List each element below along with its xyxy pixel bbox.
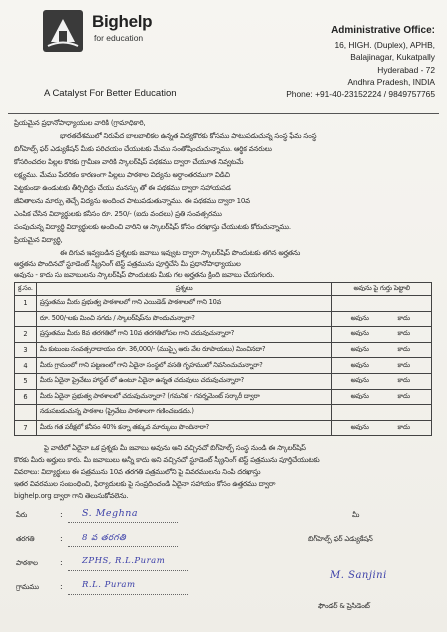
answer-no[interactable]: కాదు bbox=[397, 345, 410, 354]
table-row bbox=[15, 311, 432, 327]
name-underline bbox=[68, 522, 178, 523]
row-question: మీ కుటుంబ సంవత్సరాదాయం రూ. 36,000/- (ముప్పై ఆరు వేల రూపాయలు) మించినదా? bbox=[36, 342, 332, 358]
closing-line: పై వాటిలో ఏదైనా ఒక ప్రశ్నకు మీ జవాబు అవును అని వచ్చినచో బిగ్‌హెల్ప్ సంస్థ నుండి ఈ స్కాలర్‌షిప్ bbox=[44, 444, 306, 452]
school-underline bbox=[68, 570, 188, 571]
answer-no[interactable]: కాదు bbox=[397, 313, 410, 322]
row-question: మీరు ఏదైనా ప్రైవేటు హాస్టల్ లో ఉంటూ ఏదైనా ఉన్నత చదువులు చదువుచున్నారా? bbox=[36, 373, 332, 389]
signatory-title: ఫౌండర్ & ప్రెసిడెంట్ bbox=[318, 602, 370, 610]
row-number: 6 bbox=[15, 389, 37, 405]
class-value[interactable]: 8 వ తరగతి bbox=[82, 533, 127, 543]
village-colon: : bbox=[60, 582, 63, 591]
name-label: పేరు bbox=[16, 511, 28, 519]
answer-no[interactable]: కాదు bbox=[397, 391, 410, 400]
class-colon: : bbox=[60, 534, 63, 543]
row-number: 5 bbox=[15, 373, 37, 389]
row-question: మీరు ఏదైనా ప్రభుత్వ పాఠశాలలో చదువుచున్నారా? (గమనిక - గవర్నమెంట్ సర్కారీ ద్వారా bbox=[36, 389, 332, 405]
table-row bbox=[15, 296, 432, 312]
letter-line: జీవితాలను మార్పు తెచ్చే విద్యను అందించ పాటుపడుతున్నాము. ఈ పథకము ద్వారా 10వ bbox=[14, 197, 250, 205]
closing-line: కొరకు మీరు అర్హులు కారు. మీ జవాబులు అన్నీ కాదు అని వచ్చినచో స్టూడెంట్ స్క్రీనింగ్ టెస్ట్ పత్రమును పూర్తిచేయుటకు bbox=[14, 456, 320, 464]
letter-line: లక్ష్యము. మేము పేదరికం కారణంగా పిల్లలు పాఠశాల విద్యను అర్థాంతరముగా విడిచి bbox=[14, 171, 230, 179]
table-header-row bbox=[15, 283, 432, 296]
header-divider bbox=[8, 113, 439, 114]
table-row bbox=[15, 420, 432, 436]
answer-yes[interactable]: అవును bbox=[350, 391, 369, 400]
header-answer: అవును పై గుర్తు పెట్టాలి bbox=[332, 283, 432, 296]
class-label: తరగతి bbox=[16, 535, 35, 543]
village-underline bbox=[68, 594, 188, 595]
tagline: A Catalyst For Better Education bbox=[44, 88, 177, 99]
office-title: Administrative Office: bbox=[331, 25, 435, 36]
village-label: గ్రామము bbox=[16, 583, 39, 591]
row-number bbox=[15, 405, 37, 421]
name-value[interactable]: S. Meghna bbox=[82, 508, 139, 519]
organisation-name: బిగ్‌హెల్ప్ ఫర్ ఎడ్యుకేషన్ bbox=[308, 535, 373, 543]
signature: M. Sanjini bbox=[330, 570, 387, 581]
office-address bbox=[235, 25, 435, 100]
row-number: 1 bbox=[15, 296, 37, 312]
closing-line: ఇతర వివరముల సంబంధించి, ఫిర్యాదులకు పై సంప్రదించండి ఏదైనా సహాయం కోసం ఉత్తరము ద్వారా bbox=[14, 480, 276, 488]
table-row bbox=[15, 405, 432, 421]
answer-no[interactable]: కాదు bbox=[397, 329, 410, 338]
closing-salutation: మీ bbox=[352, 511, 360, 519]
letter-line: కోసరించదల పిల్లల కొరకు గ్రామీణ వారికి స్కాలర్‌షిప్ పథకము ద్వారా చేయూత నివ్వటమే bbox=[14, 158, 244, 166]
row-question: ప్రస్తుతము మీరు ప్రభుత్వ పాఠశాలలో గాని ఎయిడెడ్ పాఠశాలలో గాని 10వ bbox=[36, 296, 332, 312]
instruction-line: అవును - కాదు సు జవాబులను స్కాలర్‌షిప్ పొందుటకు మీకు గల అర్హతను క్రింది జవాబు చేయగలరు. bbox=[14, 271, 275, 279]
instruction-line: ఈ దిగువ ఇవ్వబడిన ప్రశ్నలకు జవాబు ఇవ్వుట ద్వారా స్కాలర్‌షిప్ పొందుటకు తగిన అర్హతను bbox=[60, 249, 301, 257]
office-line: Andhra Pradesh, INDIA bbox=[347, 76, 435, 87]
letter-greeting: ప్రియమైన ప్రధానోపాధ్యాయుల వారికి (గ్రామాధికారి, bbox=[14, 119, 146, 127]
table-row bbox=[15, 389, 432, 405]
answer-no[interactable]: కాదు bbox=[397, 423, 410, 432]
row-number: 3 bbox=[15, 342, 37, 358]
row-number: 2 bbox=[15, 327, 37, 343]
row-question: ప్రస్తుతము మీరు 8వ తరగతిలో గాని 10వ తరగతిలోపల గాని చదువుచున్నారా? bbox=[36, 327, 332, 343]
letter-line: బిగ్‌హెల్ప్ ఫర్ ఎడ్యుకేషన్ మీకు పరిచయం చేయుటకు మేము సంతోషించుచున్నాము. ఆర్థిక వనరులు bbox=[14, 145, 272, 153]
row-question: మీరు గ్రామంలో గాని పట్టణంలో గాని ఏదైనా సంస్థలో వసతి గృహములో నివసించుచున్నారా? bbox=[36, 358, 332, 374]
row-question: రూ. 500/-లకు మించి నగదు / స్కాలర్‌షిప్‌ను పొందుచున్నారా? bbox=[36, 311, 332, 327]
answer-yes[interactable]: అవును bbox=[350, 423, 369, 432]
school-label: పాఠశాల bbox=[16, 559, 38, 567]
answer-no[interactable]: కాదు bbox=[397, 376, 410, 385]
table-row bbox=[15, 342, 432, 358]
header-serial: క్ర.సం. bbox=[15, 283, 37, 296]
letter-line: ఎంపిక చేసిన విద్యార్థులకు కనీసం రూ. 250/- (ఐదు వందలు) ప్రతి సంవత్సరము bbox=[14, 210, 222, 218]
row-number: 4 bbox=[15, 358, 37, 374]
screening-questions-table bbox=[14, 282, 432, 436]
school-value[interactable]: ZPHS, R.L.Puram bbox=[82, 556, 166, 566]
answer-yes[interactable]: అవును bbox=[350, 313, 369, 322]
office-phone: Phone: +91-40-23152224 / 9849757765 bbox=[286, 89, 435, 100]
row-question: నడుపబడుచున్న పాఠశాల (ప్రైవేటు పాఠశాలగా గణించబడదు.) bbox=[36, 405, 332, 421]
row-question: మీరు గత పరీక్షలో కనీసం 40% కన్నా తక్కువ మార్కులు పొందినారా? bbox=[36, 420, 332, 436]
brand-subtitle: for education bbox=[94, 33, 144, 43]
bighelp-logo-icon bbox=[42, 9, 84, 53]
brand-name: Bighelp bbox=[92, 12, 153, 31]
answer-yes[interactable]: అవును bbox=[350, 360, 369, 369]
row-number: 7 bbox=[15, 420, 37, 436]
school-colon: : bbox=[60, 558, 63, 567]
table-row bbox=[15, 358, 432, 374]
letter-line: భారతదేశములో నిరుపేద బాలబాలికల ఉన్నత విద్యకొరకు కోసము పాటుపడుచున్న సంస్థ ఫేమ సంస్థ bbox=[60, 132, 317, 140]
table-row bbox=[15, 373, 432, 389]
dear-student: ప్రియమైన విద్యార్థి, bbox=[14, 236, 63, 244]
letter-line: పంపుచున్న విద్యార్థి విద్యార్థులకు అందించి వారిని ఆ స్కాలర్‌షిప్ కోసం దరఖాస్తు చేయుటకు కోరుచున్నాము. bbox=[14, 223, 291, 231]
answer-yes[interactable]: అవును bbox=[350, 329, 369, 338]
answer-yes[interactable]: అవును bbox=[350, 376, 369, 385]
closing-line: వివరాలు: విద్యార్థులు ఈ పత్రమును 10వ తరగతి పత్రములోని పై వివరములను నింపి దరఖాస్తు bbox=[14, 468, 261, 476]
table-row bbox=[15, 327, 432, 343]
class-underline bbox=[68, 546, 178, 547]
header-questions: ప్రశ్నలు bbox=[36, 283, 332, 296]
answer-yes[interactable]: అవును bbox=[350, 345, 369, 354]
instruction-line: అర్హతను పొందినచో స్టూడెంట్ స్క్రీనింగ్ టెస్ట్ పత్రమును పూర్తిచేసి మీ ప్రధానోపాధ్యాయుల bbox=[14, 260, 241, 268]
closing-line: bighelp.org ద్వారా గాని తెలుసుకోవలెను. bbox=[14, 492, 129, 500]
village-value[interactable]: R.L. Puram bbox=[82, 580, 136, 590]
row-number bbox=[15, 311, 37, 327]
office-line: Hyderabad - 72 bbox=[377, 64, 435, 75]
name-colon: : bbox=[60, 510, 63, 519]
letter-line: పెట్టకుండా ఉండుటకు తీర్చిదిద్దు చేయు మనస్సు తో ఈ పథకము ద్వారా సహాయపడ bbox=[14, 184, 231, 192]
answer-no[interactable]: కాదు bbox=[397, 360, 410, 369]
office-line: 16, HIGH. (Duplex), APHB, bbox=[334, 40, 435, 51]
office-line: Balajinagar, Kukatpally bbox=[350, 52, 435, 63]
